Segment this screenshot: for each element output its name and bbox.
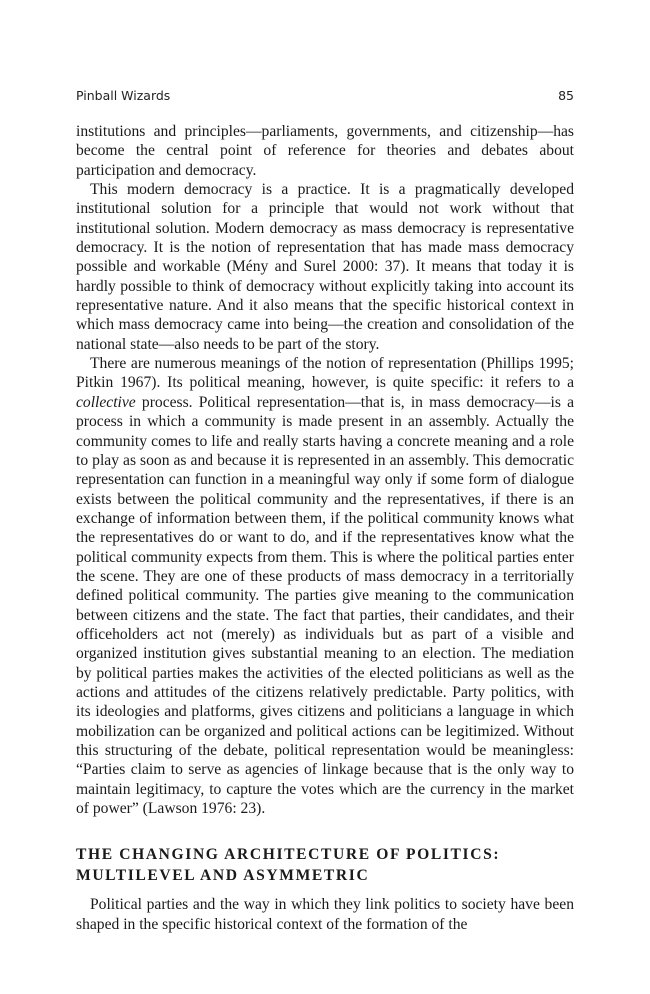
paragraph-continuation: institutions and principles—parliaments, governments, and citizenship—has become the central point of reference for theories and debates about participation and democracy.	[76, 123, 574, 179]
italic-collective: collective	[76, 393, 136, 411]
section-heading-line-1: THE CHANGING ARCHITECTURE OF POLITICS:	[76, 846, 501, 864]
body-text	[76, 122, 574, 934]
running-head	[76, 88, 574, 103]
paragraph-representation-rest: process. Political representation—that is, in mass democracy—is a process in which a community is made present in an assembly. Actually the community comes to life and really starts having a concrete meaning and a role to play as soon as and because it is represented in an assembly. This democratic representation can function in a meaningful way only if some form of dialogue exists between the political community and the representatives, if there is an exchange of information between them, if the political community knows what the representatives do or want to do, and if the representatives know what the political community expects from them. This is where the political parties enter the scene. They are one of these products of mass democracy in a territorially defined political community. The parties give meaning to the communication between citizens and the state. The fact that parties, their candidates, and their officeholders act not (merely) as individuals but as part of a visible and organized institution gives substantial meaning to an election. The mediation by political parties makes the activities of the elected politicians as well as the actions and attitudes of the citizens relatively predictable. Party politics, with its ideologies and platforms, gives citizens and politicians a language in which mobilization can be organized and political actions can be legitimized. Without this structuring of the debate, political representation would be meaningless: “Parties claim to serve as agencies of linkage because that is the only way to maintain legitimacy, to capture the votes which are the currency in the market of power” (Lawson 1976: 23).	[76, 393, 574, 818]
paragraph-political-parties: Political parties and the way in which they link politics to society have been shaped in the specific historical context of the formation of the	[76, 896, 574, 933]
section-heading-line-2: MULTILEVEL AND ASYMMETRIC	[76, 867, 370, 885]
running-head-title: Pinball Wizards	[76, 88, 171, 103]
page-number: 85	[558, 88, 574, 103]
paragraph-representation-lead: There are numerous meanings of the notion of representation (Phillips 1995; Pitkin 1967). Its political meaning, however, is quite specific: it refers to a	[76, 355, 574, 392]
paragraph-modern-democracy: This modern democracy is a practice. It is a pragmatically developed institutional solution for a principle that would not work without that institutional solution. Modern democracy as mass democracy is representative democracy. It is the notion of representation that has made mass democracy possible and workable (Mény and Surel 2000: 37). It means that today it is hardly possible to think of democracy without explicitly taking into account its representative nature. And it also means that the specific historical context in which mass democracy came into being—the creation and consolidation of the national state—also needs to be part of the story.	[76, 181, 574, 353]
paragraph-representation	[76, 354, 574, 818]
section-heading	[76, 844, 574, 886]
